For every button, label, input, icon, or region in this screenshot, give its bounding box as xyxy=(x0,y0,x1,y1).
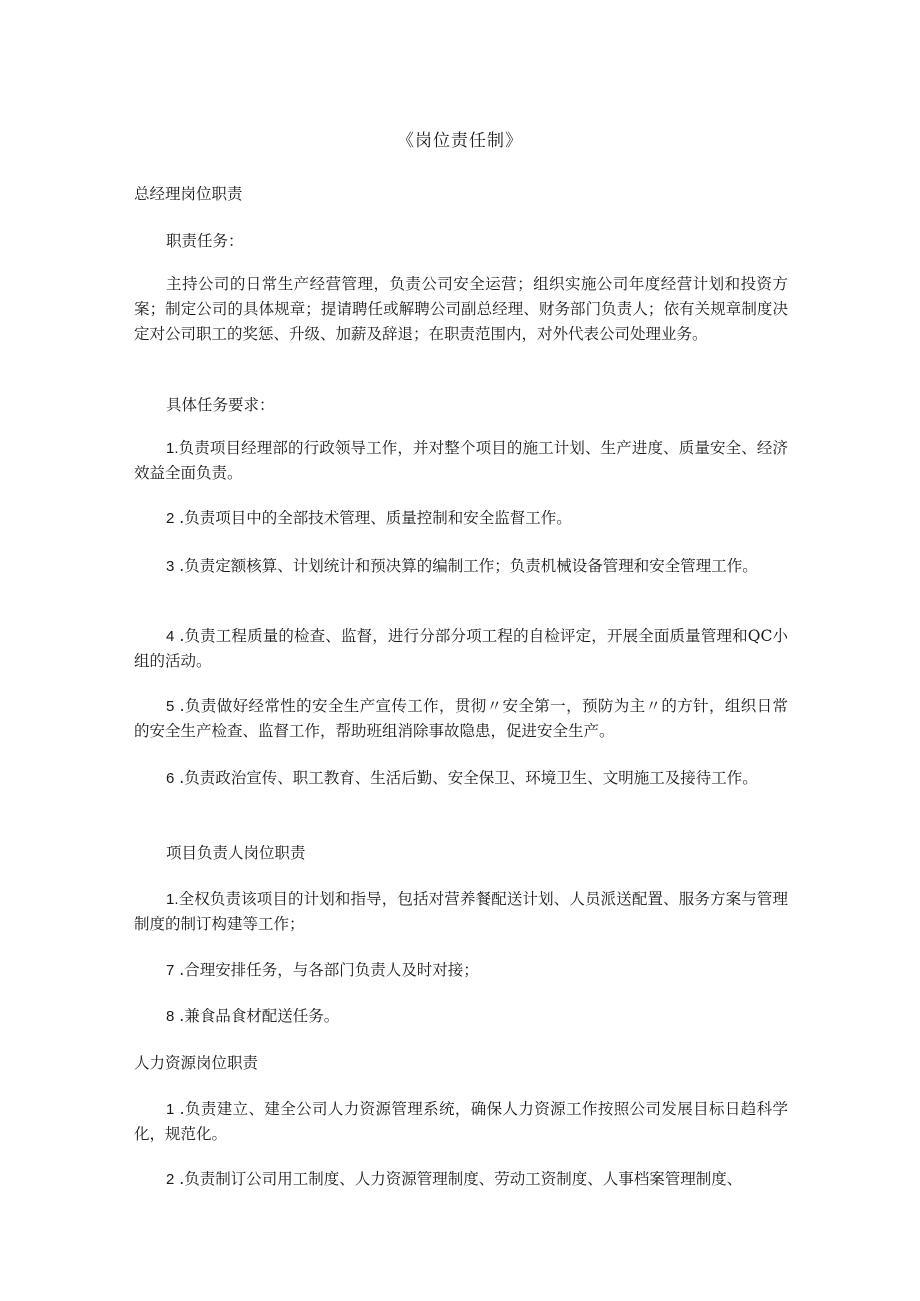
list-item-text: .兼食品食材配送任务。 xyxy=(174,1007,340,1025)
list-item-number: 1. xyxy=(166,891,179,908)
list-item-number: 1 xyxy=(166,1101,175,1118)
section-heading-hr: 人力资源岗位职责 xyxy=(134,1054,259,1072)
list-item-text: .负责制订公司用工制度、人力资源管理制度、劳动工资制度、人事档案管理制度、 xyxy=(174,1170,743,1188)
list-item xyxy=(134,694,788,744)
list-item-text: .负责项目中的全部技术管理、质量控制和安全监督工作。 xyxy=(174,509,572,527)
list-item-number: 8 xyxy=(166,1008,175,1025)
list-item-text: .负责工程质量的检查、监督，进行分部分项工程的自检评定，开展全面质量管理和QC小组的活动。 xyxy=(134,627,788,670)
list-item-text: .合理安排任务，与各部门负责人及时对接； xyxy=(174,961,479,979)
list-item xyxy=(134,506,788,531)
list-item-text: .负责建立、建全公司人力资源管理系统，确保人力资源工作按照公司发展目标日趋科学化，规范化。 xyxy=(134,1100,788,1143)
list-item-text: 全权负责该项目的计划和指导，包括对营养餐配送计划、人员派送配置、服务方案与管理制度的制订构建等工作； xyxy=(134,890,788,933)
list-item-number: 6 xyxy=(166,770,175,787)
section-heading-project-lead: 项目负责人岗位职责 xyxy=(166,844,306,862)
list-item-text: .负责政治宣传、职工教育、生活后勤、安全保卫、环境卫生、文明施工及接待工作。 xyxy=(174,769,758,787)
list-item-text: 负责项目经理部的行政领导工作，并对整个项目的施工计划、生产进度、质量安全、经济效益全面负责。 xyxy=(134,439,788,482)
section-heading-general-manager: 总经理岗位职责 xyxy=(134,185,243,203)
list-item-number: 4 xyxy=(166,628,175,645)
list-item-number: 2 xyxy=(166,1171,175,1188)
list-item-number: 5 xyxy=(166,698,175,715)
list-item-number: 3 xyxy=(166,558,175,575)
list-item xyxy=(134,958,788,983)
list-item-number: 1. xyxy=(166,440,179,457)
list-item xyxy=(134,887,788,937)
list-item-text: .负责定额核算、计划统计和预决算的编制工作；负责机械设备管理和安全管理工作。 xyxy=(174,557,758,575)
list-item xyxy=(134,1097,788,1147)
list-item xyxy=(134,554,788,579)
duties-paragraph: 主持公司的日常生产经营管理，负责公司安全运营；组织实施公司年度经营计划和投资方案；制定公司的具体规章；提请聘任或解聘公司副总经理、财务部门负责人；依有关规章制度决定对公司职工的奖惩、升级、加薪及辞退；在职责范围内，对外代表公司处理业务。 xyxy=(134,275,788,343)
list-item xyxy=(134,436,788,486)
list-item xyxy=(134,1167,788,1192)
list-item-number: 7 xyxy=(166,962,175,979)
list-item-text: .负责做好经常性的安全生产宣传工作，贯彻〃安全第一，预防为主〃的方针，组织日常的安全生产检查、监督工作，帮助班组消除事故隐患，促进安全生产。 xyxy=(134,697,788,740)
list-item xyxy=(134,766,788,791)
requirements-label: 具体任务要求： xyxy=(166,396,275,414)
document-title: 《岗位责任制》 xyxy=(397,131,523,151)
list-item xyxy=(134,624,788,674)
list-item-number: 2 xyxy=(166,510,175,527)
duties-label: 职责任务： xyxy=(166,232,244,250)
list-item xyxy=(134,1004,788,1029)
